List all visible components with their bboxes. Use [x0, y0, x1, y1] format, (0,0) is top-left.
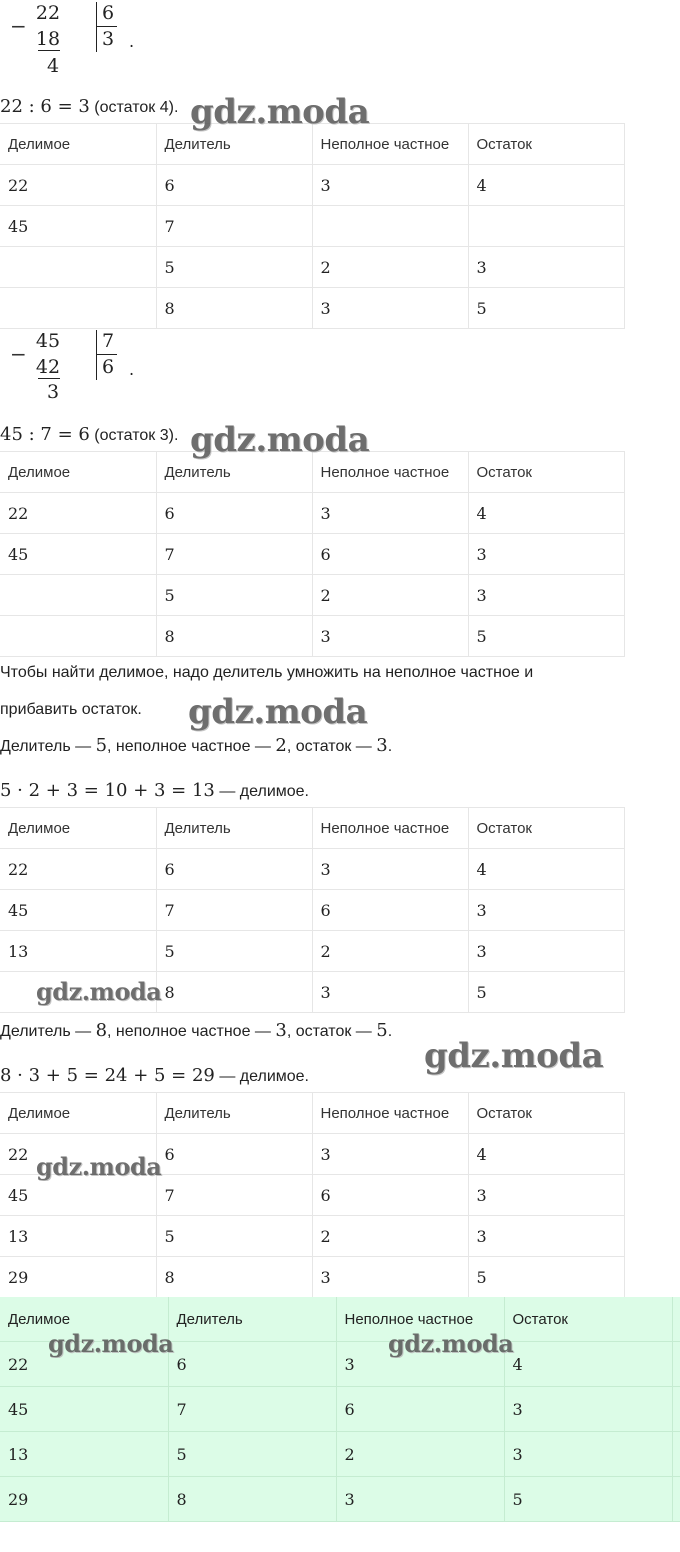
- cell: 22: [0, 1134, 156, 1175]
- cell: 3: [312, 165, 468, 206]
- cell: 2: [312, 1216, 468, 1257]
- minus-sign: −: [10, 342, 27, 366]
- cell: 8: [156, 972, 312, 1013]
- cell: 8: [156, 1257, 312, 1298]
- cell: [312, 206, 468, 247]
- header-divisor: Делитель: [156, 452, 312, 493]
- result-note: (остаток 4).: [94, 99, 179, 116]
- watermark: gdz.moda: [424, 1036, 604, 1076]
- cell: 6: [156, 493, 312, 534]
- cell: 4: [468, 1134, 624, 1175]
- cell: 5: [468, 972, 624, 1013]
- header-remainder: Остаток: [468, 808, 624, 849]
- cell: 13: [0, 931, 156, 972]
- header-divisor: Делитель: [156, 1093, 312, 1134]
- calc-note: — делимое.: [214, 1068, 309, 1085]
- result-line-1: [0, 96, 178, 117]
- table-row: [0, 534, 624, 575]
- cell: 8: [156, 616, 312, 657]
- table-row: [0, 206, 624, 247]
- cell: 3: [468, 890, 624, 931]
- cell: [0, 616, 156, 657]
- header-remainder: Остаток: [468, 124, 624, 165]
- cell: 3: [336, 1477, 504, 1522]
- case-value: 5: [376, 1020, 388, 1041]
- cell: 5: [156, 931, 312, 972]
- cell: 6: [336, 1387, 504, 1432]
- cell: 7: [168, 1387, 336, 1432]
- underline: [38, 378, 60, 379]
- cell: 6: [156, 1134, 312, 1175]
- case-label: , неполное частное —: [107, 1023, 276, 1040]
- header-divisor: Делитель: [156, 808, 312, 849]
- long-division-2: [0, 328, 200, 408]
- cell: 45: [0, 1387, 168, 1432]
- cell: 8: [168, 1477, 336, 1522]
- table-header-row: [0, 1093, 624, 1134]
- header-dividend: Делимое: [0, 452, 156, 493]
- cell: 4: [504, 1342, 672, 1387]
- cell: 2: [336, 1432, 504, 1477]
- cell: 45: [0, 890, 156, 931]
- cell: 3: [336, 1342, 504, 1387]
- table-row: [0, 288, 624, 329]
- case-value: 2: [275, 735, 287, 756]
- cell: [0, 288, 156, 329]
- calc-line-2: [0, 1065, 309, 1086]
- table-row: [0, 1477, 680, 1522]
- period: .: [129, 360, 135, 379]
- underline: [38, 50, 60, 51]
- case-value: 3: [275, 1020, 287, 1041]
- calc-expr: 5 · 2 + 3 = 10 + 3 = 13: [0, 780, 215, 801]
- cell: 45: [0, 1175, 156, 1216]
- cell: 22: [0, 1342, 168, 1387]
- cell: 3: [312, 1134, 468, 1175]
- header-quotient: Неполное частное: [336, 1297, 504, 1342]
- cell: 3: [312, 493, 468, 534]
- cell: 3: [468, 575, 624, 616]
- table-row: [0, 1257, 624, 1298]
- cell: 29: [0, 1257, 156, 1298]
- watermark: gdz.moda: [36, 977, 162, 1006]
- watermark: gdz.moda: [190, 92, 370, 132]
- case-value: 8: [95, 1020, 108, 1041]
- table-row: [0, 1387, 680, 1432]
- divisor-line: [97, 354, 117, 355]
- header-dividend: Делимое: [0, 1297, 168, 1342]
- divisor: 7: [101, 330, 115, 352]
- table-row: [0, 1432, 680, 1477]
- cell: 7: [156, 534, 312, 575]
- cell: 3: [468, 534, 624, 575]
- spacer-cell: [672, 1432, 680, 1477]
- header-quotient: Неполное частное: [312, 808, 468, 849]
- cell: 5: [156, 247, 312, 288]
- cell: 22: [0, 165, 156, 206]
- table-row: [0, 247, 624, 288]
- case-line-2: [0, 1020, 392, 1041]
- case-label: , остаток —: [286, 738, 377, 755]
- cell: 2: [312, 247, 468, 288]
- minus-sign: −: [10, 14, 27, 38]
- cell: 7: [156, 890, 312, 931]
- result-expr: 22 : 6 = 3: [0, 96, 90, 117]
- result-expr: 45 : 7 = 6: [0, 424, 90, 445]
- table-row: [0, 1216, 624, 1257]
- table-row: [0, 890, 624, 931]
- cell: 3: [504, 1387, 672, 1432]
- quotient: 6: [101, 356, 115, 378]
- case-label: , остаток —: [286, 1023, 377, 1040]
- cell: 29: [0, 1477, 168, 1522]
- header-remainder: Остаток: [468, 452, 624, 493]
- dividend: 45: [35, 330, 61, 352]
- cell: 22: [0, 849, 156, 890]
- cell: 22: [0, 493, 156, 534]
- cell: [0, 575, 156, 616]
- header-quotient: Неполное частное: [312, 124, 468, 165]
- table-row: [0, 616, 624, 657]
- header-dividend: Делимое: [0, 1093, 156, 1134]
- case-line-1: [0, 735, 392, 756]
- case-end: .: [387, 738, 393, 755]
- subtracted: 42: [35, 356, 61, 378]
- divisor-line: [97, 26, 117, 27]
- header-dividend: Делимое: [0, 808, 156, 849]
- remainder: 4: [46, 55, 60, 77]
- table-2: [0, 451, 625, 657]
- quotient: 3: [101, 28, 115, 50]
- cell: 6: [156, 849, 312, 890]
- calc-line-1: [0, 780, 309, 801]
- cell: 5: [468, 616, 624, 657]
- cell: 3: [504, 1432, 672, 1477]
- cell: 13: [0, 1432, 168, 1477]
- cell: 3: [312, 849, 468, 890]
- cell: 2: [312, 575, 468, 616]
- header-dividend: Делимое: [0, 124, 156, 165]
- header-quotient: Неполное частное: [312, 1093, 468, 1134]
- cell: 5: [168, 1432, 336, 1477]
- table-row: [0, 931, 624, 972]
- header-remainder: Остаток: [468, 1093, 624, 1134]
- table-header-row: [0, 808, 624, 849]
- result-line-2: [0, 424, 178, 445]
- cell: 45: [0, 206, 156, 247]
- watermark: gdz.moda: [190, 420, 370, 460]
- cell: 5: [156, 575, 312, 616]
- table-row: [0, 165, 624, 206]
- rule-text-2: прибавить остаток.: [0, 701, 142, 718]
- cell: 5: [156, 1216, 312, 1257]
- remainder: 3: [46, 381, 60, 403]
- dividend: 22: [35, 2, 61, 24]
- header-divisor: Делитель: [156, 124, 312, 165]
- cell: 5: [504, 1477, 672, 1522]
- cell: 6: [312, 534, 468, 575]
- spacer-cell: [672, 1387, 680, 1432]
- cell: 8: [156, 288, 312, 329]
- cell: 4: [468, 165, 624, 206]
- cell: 4: [468, 849, 624, 890]
- cell: 3: [468, 931, 624, 972]
- cell: 3: [312, 288, 468, 329]
- case-value: 5: [95, 735, 108, 756]
- case-label: , неполное частное —: [107, 738, 276, 755]
- period: .: [129, 32, 135, 51]
- rule-text-1: Чтобы найти делимое, надо делитель умножить на неполное частное и: [0, 664, 534, 681]
- table-1: [0, 123, 625, 329]
- spacer-cell: [672, 1342, 680, 1387]
- cell: 3: [312, 972, 468, 1013]
- watermark: gdz.moda: [388, 1329, 514, 1358]
- table-row: [0, 849, 624, 890]
- header-quotient: Неполное частное: [312, 452, 468, 493]
- calc-expr: 8 · 3 + 5 = 24 + 5 = 29: [0, 1065, 215, 1086]
- long-division-1: [0, 0, 200, 80]
- header-remainder: Остаток: [504, 1297, 672, 1342]
- cell: 6: [168, 1342, 336, 1387]
- calc-note: — делимое.: [214, 783, 309, 800]
- cell: 3: [468, 1175, 624, 1216]
- cell: 7: [156, 1175, 312, 1216]
- table-4: [0, 1092, 625, 1298]
- case-label: Делитель —: [0, 738, 96, 755]
- cell: [468, 206, 624, 247]
- header-divisor: Делитель: [168, 1297, 336, 1342]
- subtracted: 18: [35, 28, 61, 50]
- cell: 6: [312, 890, 468, 931]
- cell: 3: [312, 616, 468, 657]
- case-value: 3: [376, 735, 388, 756]
- cell: [0, 247, 156, 288]
- cell: 2: [312, 931, 468, 972]
- divisor: 6: [101, 2, 115, 24]
- result-note: (остаток 3).: [94, 427, 179, 444]
- cell: 3: [312, 1257, 468, 1298]
- cell: 7: [156, 206, 312, 247]
- watermark: gdz.moda: [188, 692, 368, 732]
- table-row: [0, 575, 624, 616]
- cell: 45: [0, 534, 156, 575]
- cell: 5: [468, 1257, 624, 1298]
- case-end: .: [387, 1023, 393, 1040]
- watermark: gdz.moda: [36, 1152, 162, 1181]
- spacer-cell: [672, 1297, 680, 1342]
- cell: 5: [468, 288, 624, 329]
- case-label: Делитель —: [0, 1023, 96, 1040]
- cell: 6: [156, 165, 312, 206]
- watermark: gdz.moda: [48, 1329, 174, 1358]
- table-row: [0, 493, 624, 534]
- spacer-cell: [672, 1477, 680, 1522]
- cell: 3: [468, 1216, 624, 1257]
- cell: 3: [468, 247, 624, 288]
- cell: 13: [0, 1216, 156, 1257]
- cell: 4: [468, 493, 624, 534]
- cell: 6: [312, 1175, 468, 1216]
